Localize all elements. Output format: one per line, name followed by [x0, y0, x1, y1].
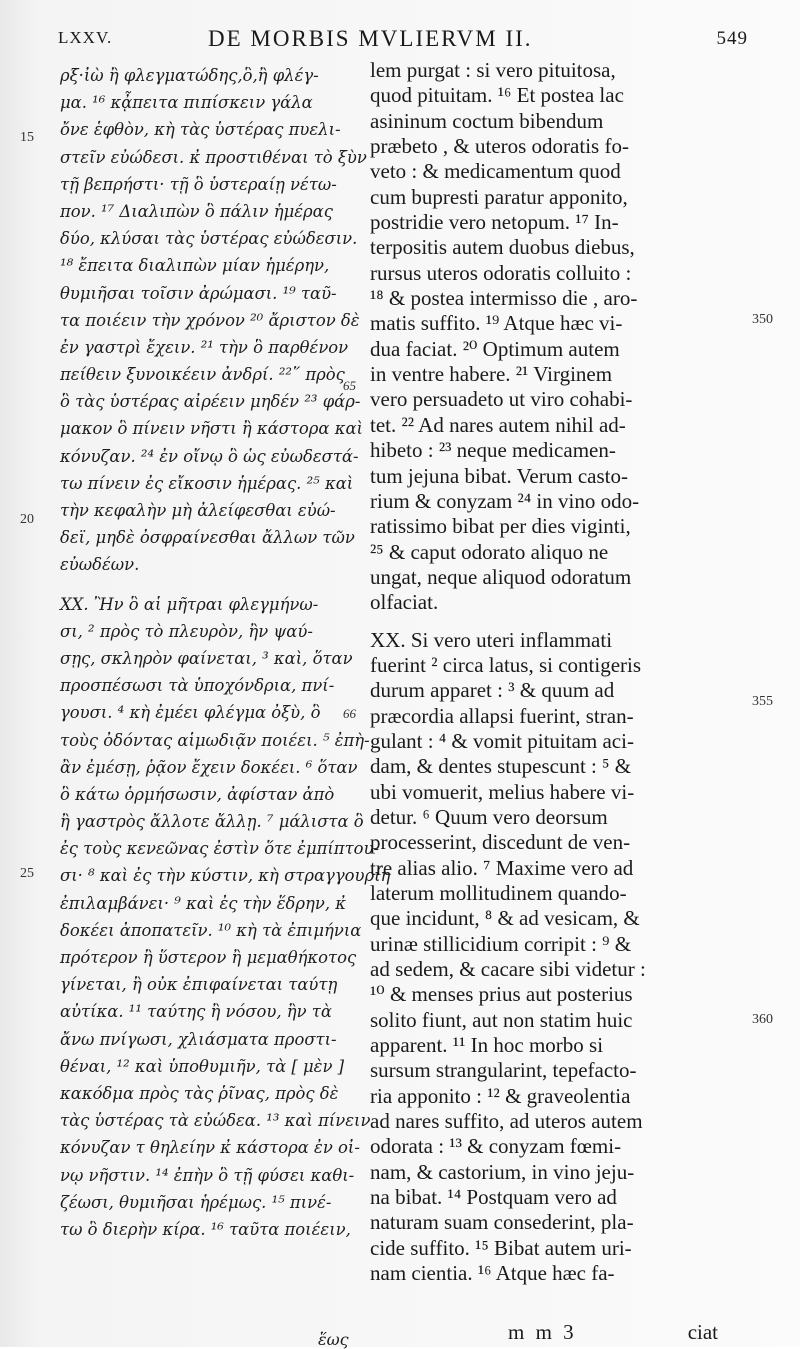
latin-text-line: ¹⁰ & menses prius aut posterius	[370, 982, 633, 1007]
greek-text-line: ἢ γαστρὸς ἄλλοτε ἄλλῃ. ⁷ μάλιστα ὃ	[60, 812, 364, 832]
greek-text-line: ὄνε ἑφθὸν, κὴ τὰς ὑστέρας πυελι-	[60, 120, 341, 140]
greek-text-line: κακόδμα πρὸς τὰς ῥῖνας, πρὸς δὲ	[60, 1083, 339, 1103]
greek-text-line: μα. ¹⁶ κᾆπειτα πιπίσκειν γάλα	[60, 93, 313, 113]
latin-text-line: olfaciat.	[370, 590, 439, 615]
latin-text-line: cum bupresti paratur apponito,	[370, 184, 628, 209]
greek-text-line: ζέωσι, θυμιῆσαι ἡρέμως. ¹⁵ πινέ-	[60, 1192, 332, 1212]
latin-text-line: in ventre habere. ²¹ Virginem	[370, 362, 613, 387]
latin-text-line: ria apponito : ¹² & graveolentia	[370, 1083, 631, 1108]
latin-text-line: ubi vomuerit, melius habere vi-	[370, 779, 635, 804]
latin-text-line: ungat, neque aliquod odoratum	[370, 564, 632, 589]
greek-text-line: ἐπιλαμβάνει· ⁹ καὶ ἐς τὴν ἕδρην, κ̓	[60, 893, 346, 913]
greek-text-line: σῃς, σκληρὸν φαίνεται, ³ καὶ, ὅταν	[60, 648, 353, 668]
margin-ref-66: 66	[343, 706, 356, 721]
latin-catchword: ciat	[687, 1320, 718, 1344]
header-title: DE MORBIS MVLIERVM II.	[208, 26, 533, 51]
latin-text-line: nam cientia. ¹⁶ Atque hæc fa-	[370, 1261, 615, 1286]
latin-text-line: ²⁵ & caput odorato aliquo ne	[370, 539, 609, 564]
greek-text-line: πείθειν ξυνοικέειν ἀνδρί. ²²῞ πρὸς	[60, 365, 345, 385]
greek-text-line: ὃ τὰς ὑστέρας αἰρέειν μηδέν ²³ φάρ-	[60, 392, 361, 412]
margin-line-number-20: 20	[20, 512, 34, 527]
latin-text-line: nam, & castorium, in vino jeju-	[370, 1159, 635, 1184]
latin-text-line: cide suffito. ¹⁵ Bibat autem uri-	[370, 1235, 632, 1260]
latin-text-line: lem purgat : si vero pituitosa,	[370, 58, 616, 82]
latin-text-line: ad nares suffito, ad uteros autem	[370, 1109, 643, 1134]
page-number: 549	[716, 28, 748, 49]
greek-text-line: ὃ κάτω ὁρμήσωσιν, ἀφίσταν ἀπὸ	[60, 784, 335, 804]
greek-text-line: ἐν γαστρὶ ἔχειν. ²¹ τὴν ὃ παρθένον	[60, 337, 349, 357]
latin-text-line: ratissimo bibat per dies viginti,	[370, 514, 631, 539]
margin-line-number-25: 25	[20, 866, 34, 881]
running-header	[58, 24, 748, 52]
margin-line-number-360: 360	[752, 1012, 773, 1027]
greek-text-line: τοὺς ὀδόντας αἱμωδιᾷν ποιέει. ⁵ ἐπὴ-	[60, 730, 370, 750]
greek-text-line: ἄνω πνίγωσι, χλιάσματα προστι-	[60, 1029, 337, 1049]
greek-paragraph-gap	[60, 579, 365, 591]
greek-text-line: τὴν κεφαλὴν μὴ ἀλείφεσθαι εὐώ-	[60, 501, 336, 520]
greek-text-column	[60, 62, 391, 1243]
latin-text-line: gulant : ⁴ & vomit pituitam aci-	[370, 728, 634, 753]
latin-text-line: præcordia allapsi fuerint, stran-	[370, 703, 634, 728]
greek-text-line: τα ποιέειν τὴν χρόνον ²⁰ ἄριστον δὲ	[60, 310, 360, 330]
greek-text-line: πρότερον ἢ ὕστερον ἢ μεμαθήκοτος	[60, 948, 357, 967]
greek-text-line: θέναι, ¹² καὶ ὑποθυμιῆν, τὰ [ μὲν ]	[60, 1056, 345, 1076]
margin-line-number-355: 355	[752, 694, 773, 709]
latin-text-line: que incidunt, ⁸ & ad vesicam, &	[370, 906, 640, 931]
greek-text-line: στεῖν εὐώδεσι. κ̓ προστιθέναι τὸ ξὺν	[60, 147, 367, 167]
greek-text-line: τὰς ὑστέρας τὰ εὐώδεα. ¹³ καὶ πίνειν	[60, 1111, 371, 1131]
greek-text-line: σι· ⁸ καὶ ἐς τὴν κύστιν, κὴ στραγγουρίη	[60, 866, 391, 886]
header-section-number: LXXV.	[58, 28, 113, 47]
latin-text-line: na bibat. ¹⁴ Postquam vero ad	[370, 1185, 617, 1210]
latin-text-line: vero persuadeto ut viro cohabi-	[370, 387, 633, 412]
latin-text-line: ¹⁸ & postea intermisso die , aro-	[370, 286, 638, 311]
latin-text-line: solito fiunt, aut non statim huic	[370, 1007, 633, 1032]
latin-text-line: urinæ stillicidium corripit : ⁹ &	[370, 931, 632, 956]
greek-text-line: πον. ¹⁷ Διαλιπὼν ὃ πάλιν ἡμέρας	[60, 201, 333, 221]
greek-text-line: αὐτίκα. ¹¹ ταύτης ἢ νόσου, ἢν τὰ	[60, 1002, 332, 1022]
greek-text-line: μακον ὃ πίνειν νῆστι ἢ κάστορα καὶ	[60, 419, 363, 439]
greek-text-line: σι, ² πρὸς τὸ πλευρὸν, ἢν ψαύ-	[60, 621, 313, 641]
latin-paragraph-gap	[370, 616, 715, 628]
greek-text-line: εὐωδέων.	[60, 555, 140, 575]
signature-mark: m m 3	[508, 1320, 577, 1344]
latin-text-line: detur. ⁶ Quum vero deorsum	[370, 804, 608, 829]
latin-text-line: dam, & dentes stupescunt : ⁵ &	[370, 754, 632, 779]
greek-text-line: δεϊ, μηδὲ ὀσφραίνεσθαι ἄλλων τῶν	[60, 528, 355, 548]
greek-text-line: XX. Ἢν ὃ αἱ μῆτραι φλεγμήνω-	[60, 594, 319, 614]
latin-text-line: tum jejuna bibat. Verum casto-	[370, 463, 628, 488]
latin-text-line: dua faciat. ²⁰ Optimum autem	[370, 336, 620, 361]
margin-line-number-15: 15	[20, 130, 34, 145]
greek-text-line: τῇ βεπρήστι· τῇ ὃ ὑστεραίῃ νέτω-	[60, 174, 337, 194]
greek-text-line: γίνεται, ἢ οὐκ ἐπιφαίνεται ταύτῃ	[60, 975, 338, 995]
latin-text-line: quod pituitam. ¹⁶ Et postea lac	[370, 83, 624, 108]
greek-text-line: νῳ νῆστιν. ¹⁴ ἐπὴν ὃ τῇ φύσει καθι-	[60, 1165, 355, 1185]
latin-text-line: asininum coctum bibendum	[370, 108, 604, 133]
latin-text-line: odorata : ¹³ & conyzam fœmi-	[370, 1134, 622, 1159]
latin-text-line: terpositis autem duobus diebus,	[370, 235, 635, 260]
greek-text-line: ἐς τοὺς κενεῶνας ἐστὶν ὅτε ἐμπίπτου-	[60, 839, 380, 859]
latin-text-line: ad sedem, & cacare sibi videtur :	[370, 957, 646, 982]
latin-text-line: hibeto : ²³ neque medicamen-	[370, 438, 616, 463]
latin-text-line: postridie vero netopum. ¹⁷ In-	[370, 210, 619, 235]
greek-text-line: δύο, κλύσαι τὰς ὑστέρας εὐώδεσιν.	[60, 229, 358, 249]
greek-text-line: προσπέσωσι τὰ ὑποχόνδρια, πνί-	[60, 676, 335, 696]
latin-text-line: tet. ²² Ad nares autem nihil ad-	[370, 412, 626, 437]
latin-text-line: præbeto , & uteros odoratis fo-	[370, 134, 629, 159]
latin-text-line: tre alias alio. ⁷ Maxime vero ad	[370, 855, 634, 880]
greek-text-line: κόνυζαν τ θηλείην κ̓ κάστορα ἐν οἰ-	[60, 1138, 360, 1158]
greek-text-line: τω πίνειν ἐς εἴκοσιν ἡμέρας. ²⁵ καὶ	[60, 473, 354, 493]
latin-text-line: rursus uteros odoratis colluito :	[370, 260, 632, 285]
latin-text-line: veto : & medicamentum quod	[370, 159, 621, 184]
greek-text-line: γουσι. ⁴ κὴ ἐμέει φλέγμα ὀξὺ, ὃ	[60, 703, 321, 723]
margin-line-number-350: 350	[752, 312, 773, 327]
greek-text-line: δοκέει ἀποπατεῖν. ¹⁰ κὴ τὰ ἐπιμήνια	[60, 920, 362, 940]
latin-text-line: processerint, discedunt de ven-	[370, 830, 631, 855]
greek-catchword: ἕως	[318, 1330, 349, 1349]
latin-text-line: matis suffito. ¹⁹ Atque hæc vi-	[370, 311, 623, 336]
margin-ref-65: 65	[343, 378, 356, 393]
latin-text-line: laterum mollitudinem quando-	[370, 881, 627, 905]
greek-text-line: ¹⁸ ἔπειτα διαλιπὼν μίαν ἡμέρην,	[60, 256, 330, 276]
latin-text-line: rium & conyzam ²⁴ in vino odo-	[370, 488, 640, 513]
latin-text-line: XX. Si vero uteri inflammati	[370, 627, 613, 652]
latin-text-line: naturam suam consederint, pla-	[370, 1210, 634, 1235]
latin-text-line: sursum strangularint, tepefacto-	[370, 1058, 637, 1083]
greek-text-line: τω ὃ διερὴν κίρα. ¹⁶ ταῦτα ποιέειν,	[60, 1219, 351, 1239]
latin-text-column	[370, 58, 715, 1287]
greek-text-line: ἂν ἐμέσῃ, ῥᾷον ἔχειν δοκέει. ⁶ ὅταν	[60, 757, 358, 777]
latin-text-line: durum apparet : ³ & quum ad	[370, 678, 615, 703]
latin-text-line: apparent. ¹¹ In hoc morbo si	[370, 1033, 604, 1058]
greek-text-line: θυμιῆσαι τοῖσιν ἀρώμασι. ¹⁹ ταῦ-	[60, 283, 337, 303]
greek-text-line: ρξ·ἰὼ ἢ φλεγματώδης,ὃ,ἢ φλέγ-	[60, 66, 319, 85]
greek-text-line: κόνυζαν. ²⁴ ἐν οἴνῳ ὃ ὡς εὐωδεστά-	[60, 446, 359, 466]
latin-text-line: fuerint ² circa latus, si contigeris	[370, 652, 642, 677]
